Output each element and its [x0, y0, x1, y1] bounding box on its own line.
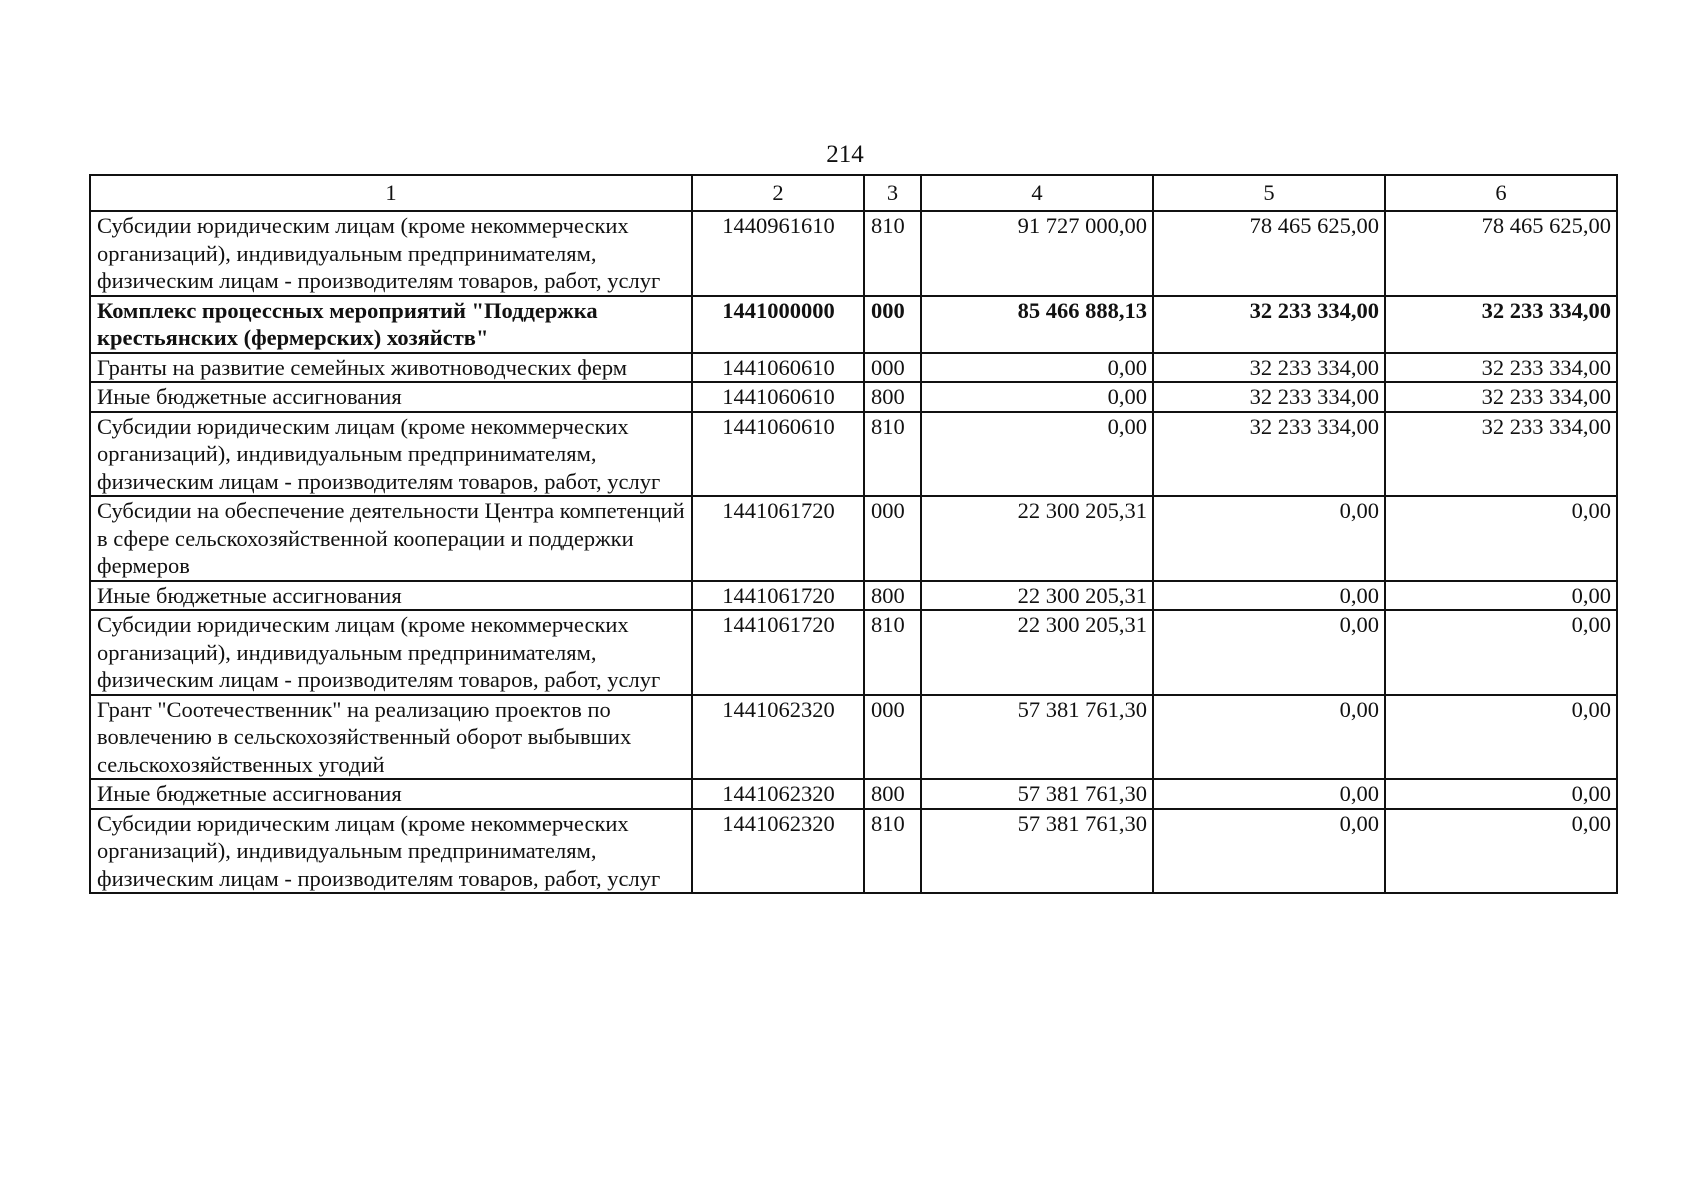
row-expense-type: 000 — [864, 496, 921, 581]
row-expense-type: 810 — [864, 610, 921, 695]
row-expense-type: 000 — [864, 353, 921, 383]
row-name: Комплекс процессных мероприятий "Поддержка крестьянских (фермерских) хозяйств" — [90, 296, 692, 353]
column-header: 3 — [864, 175, 921, 211]
row-expense-type: 810 — [864, 211, 921, 296]
row-amount-col6: 78 465 625,00 — [1385, 211, 1617, 296]
row-amount-col5: 32 233 334,00 — [1153, 296, 1385, 353]
budget-table — [89, 174, 1618, 894]
row-amount-col6: 32 233 334,00 — [1385, 382, 1617, 412]
row-expense-type: 000 — [864, 695, 921, 780]
row-amount-col4: 57 381 761,30 — [921, 779, 1153, 809]
column-header: 5 — [1153, 175, 1385, 211]
row-name: Гранты на развитие семейных животноводческих ферм — [90, 353, 692, 383]
table-row — [90, 809, 1617, 894]
row-target-code: 1441061720 — [692, 496, 864, 581]
row-amount-col6: 0,00 — [1385, 695, 1617, 780]
column-header: 6 — [1385, 175, 1617, 211]
row-expense-type: 800 — [864, 779, 921, 809]
row-target-code: 1441062320 — [692, 695, 864, 780]
row-target-code: 1441061720 — [692, 610, 864, 695]
row-amount-col5: 0,00 — [1153, 610, 1385, 695]
row-target-code: 1441061720 — [692, 581, 864, 611]
row-amount-col5: 32 233 334,00 — [1153, 412, 1385, 497]
row-amount-col6: 0,00 — [1385, 496, 1617, 581]
row-amount-col6: 32 233 334,00 — [1385, 412, 1617, 497]
column-header: 4 — [921, 175, 1153, 211]
table-row — [90, 695, 1617, 780]
table-row-section — [90, 296, 1617, 353]
row-name: Субсидии юридическим лицам (кроме некоммерческих организаций), индивидуальным предпринимателям, физическим лицам - производителям товаров, работ, услуг — [90, 809, 692, 894]
row-amount-col5: 0,00 — [1153, 695, 1385, 780]
row-amount-col4: 0,00 — [921, 382, 1153, 412]
row-expense-type: 810 — [864, 809, 921, 894]
row-amount-col5: 0,00 — [1153, 581, 1385, 611]
row-amount-col6: 32 233 334,00 — [1385, 353, 1617, 383]
table-row — [90, 610, 1617, 695]
row-name: Грант "Соотечественник" на реализацию проектов по вовлечению в сельскохозяйственный оборот выбывших сельскохозяйственных угодий — [90, 695, 692, 780]
row-expense-type: 810 — [864, 412, 921, 497]
row-amount-col6: 0,00 — [1385, 610, 1617, 695]
table-row — [90, 412, 1617, 497]
table-row — [90, 496, 1617, 581]
row-name: Иные бюджетные ассигнования — [90, 382, 692, 412]
row-amount-col6: 0,00 — [1385, 779, 1617, 809]
row-amount-col5: 32 233 334,00 — [1153, 353, 1385, 383]
row-amount-col5: 32 233 334,00 — [1153, 382, 1385, 412]
page-number: 214 — [826, 141, 864, 168]
row-amount-col4: 85 466 888,13 — [921, 296, 1153, 353]
row-amount-col5: 0,00 — [1153, 779, 1385, 809]
table-row — [90, 382, 1617, 412]
row-target-code: 1441062320 — [692, 779, 864, 809]
row-name: Иные бюджетные ассигнования — [90, 779, 692, 809]
row-expense-type: 000 — [864, 296, 921, 353]
row-name: Субсидии юридическим лицам (кроме некоммерческих организаций), индивидуальным предпринимателям, физическим лицам - производителям товаров, работ, услуг — [90, 412, 692, 497]
row-name: Субсидии юридическим лицам (кроме некоммерческих организаций), индивидуальным предпринимателям, физическим лицам - производителям товаров, работ, услуг — [90, 211, 692, 296]
row-amount-col4: 57 381 761,30 — [921, 695, 1153, 780]
column-header: 2 — [692, 175, 864, 211]
table-row — [90, 353, 1617, 383]
column-header: 1 — [90, 175, 692, 211]
row-target-code: 1441000000 — [692, 296, 864, 353]
row-amount-col6: 0,00 — [1385, 581, 1617, 611]
row-name: Иные бюджетные ассигнования — [90, 581, 692, 611]
table-row — [90, 581, 1617, 611]
row-amount-col4: 22 300 205,31 — [921, 496, 1153, 581]
row-target-code: 1441060610 — [692, 382, 864, 412]
row-amount-col5: 0,00 — [1153, 809, 1385, 894]
row-target-code: 1441060610 — [692, 353, 864, 383]
row-amount-col6: 32 233 334,00 — [1385, 296, 1617, 353]
row-target-code: 1440961610 — [692, 211, 864, 296]
row-amount-col4: 0,00 — [921, 353, 1153, 383]
row-target-code: 1441062320 — [692, 809, 864, 894]
table-row — [90, 211, 1617, 296]
row-amount-col4: 57 381 761,30 — [921, 809, 1153, 894]
row-amount-col4: 91 727 000,00 — [921, 211, 1153, 296]
row-amount-col4: 22 300 205,31 — [921, 610, 1153, 695]
table-row — [90, 779, 1617, 809]
row-amount-col6: 0,00 — [1385, 809, 1617, 894]
row-expense-type: 800 — [864, 382, 921, 412]
row-amount-col5: 78 465 625,00 — [1153, 211, 1385, 296]
row-name: Субсидии юридическим лицам (кроме некоммерческих организаций), индивидуальным предпринимателям, физическим лицам - производителям товаров, работ, услуг — [90, 610, 692, 695]
column-number-row — [90, 175, 1617, 211]
row-amount-col5: 0,00 — [1153, 496, 1385, 581]
row-name: Субсидии на обеспечение деятельности Центра компетенций в сфере сельскохозяйственной кооперации и поддержки фермеров — [90, 496, 692, 581]
row-amount-col4: 0,00 — [921, 412, 1153, 497]
row-target-code: 1441060610 — [692, 412, 864, 497]
row-amount-col4: 22 300 205,31 — [921, 581, 1153, 611]
row-expense-type: 800 — [864, 581, 921, 611]
